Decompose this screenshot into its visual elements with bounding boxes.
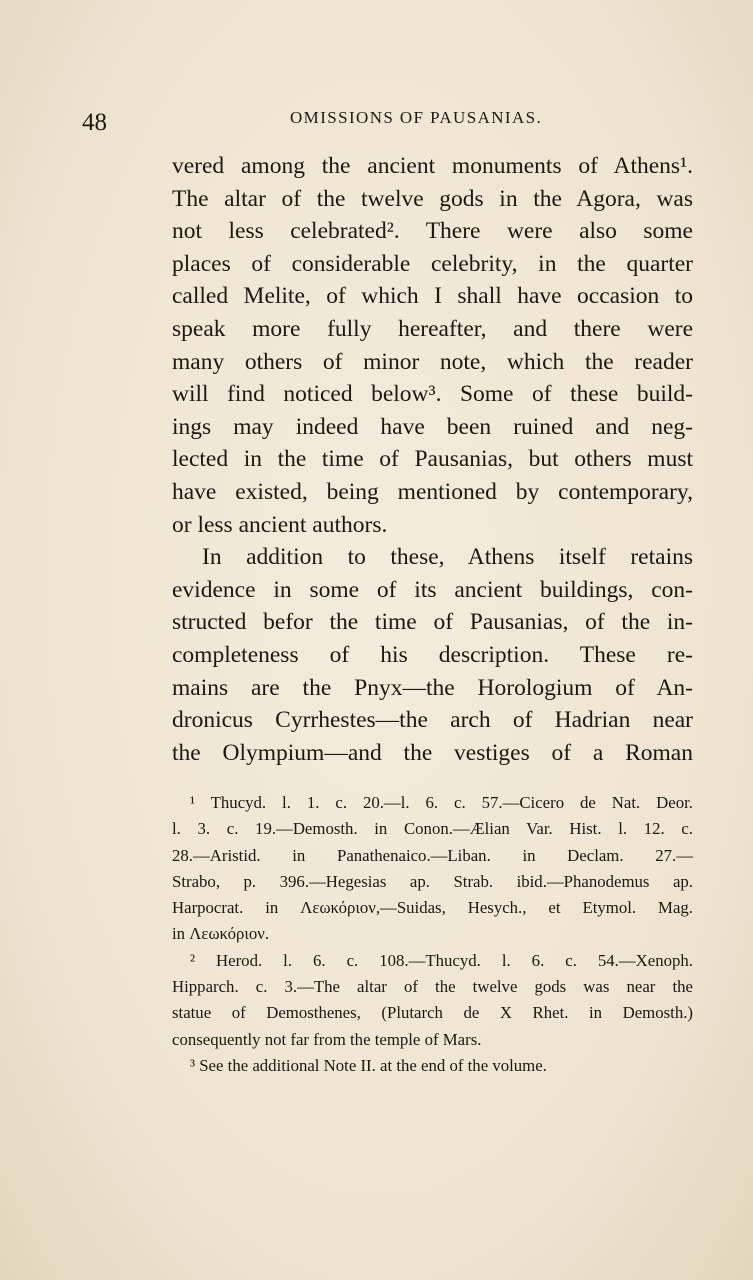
text-line: or less ancient authors. (172, 511, 388, 538)
footnote-line: ¹ Thucyd. l. 1. c. 20.—l. 6. c. 57.—Cicero de Nat. Deor. (190, 793, 693, 812)
footnote-line: in Λεωκόριον. (172, 924, 270, 944)
main-text (172, 150, 693, 769)
footnote-line: l. 3. c. 19.—Demosth. in Conon.—Ælian Var. Hist. l. 12. c. (172, 819, 693, 839)
footnote-line: statue of Demosthenes, (Plutarch de X Rhet. in Demosth.) (172, 1003, 693, 1023)
page-number: 48 (82, 109, 107, 136)
text-line: completeness of his description. These re- (172, 641, 693, 668)
text-line: dronicus Cyrrhestes—the arch of Hadrian near (172, 707, 693, 734)
footnote-line: Strabo, p. 396.—Hegesias ap. Strab. ibid.—Phanodemus ap. (172, 871, 693, 891)
footnote-line: ³ See the additional Note II. at the end of the volume. (190, 1055, 547, 1075)
text-line: structed befor the time of Pausanias, of the in- (172, 609, 693, 636)
text-line: the Olympium—and the vestiges of a Roman (172, 739, 693, 766)
text-line: places of considerable celebrity, in the quarter (172, 250, 693, 277)
text-line: ings may indeed have been ruined and neg- (172, 413, 693, 440)
text-line: speak more fully hereafter, and there were (172, 315, 693, 342)
text-line: The altar of the twelve gods in the Agora, was (172, 185, 693, 212)
footnote-line: Hipparch. c. 3.—The altar of the twelve gods was near the (172, 977, 693, 997)
text-line: have existed, being mentioned by contemporary, (172, 478, 693, 505)
text-line: not less celebrated². There were also some (172, 218, 693, 245)
text-line: lected in the time of Pausanias, but others must (172, 446, 693, 473)
footnote-line: consequently not far from the temple of Mars. (172, 1029, 482, 1049)
text-line: In addition to these, Athens itself retains (202, 544, 693, 571)
footnotes (172, 790, 693, 1079)
text-line: mains are the Pnyx—the Horologium of An- (172, 674, 693, 701)
text-line: many others of minor note, which the reader (172, 348, 693, 375)
running-head: OMISSIONS OF PAUSANIAS. (290, 108, 543, 127)
text-line: evidence in some of its ancient buildings, con- (172, 576, 693, 603)
text-line: called Melite, of which I shall have occasion to (172, 283, 693, 310)
footnote-line: 28.—Aristid. in Panathenaico.—Liban. in Declam. 27.— (172, 845, 693, 865)
footnote-line: Harpocrat. in Λεωκόριον,—Suidas, Hesych., et Etymol. Mag. (172, 898, 693, 918)
footnote-line: ² Herod. l. 6. c. 108.—Thucyd. l. 6. c. 54.—Xenoph. (190, 950, 693, 970)
text-line: vered among the ancient monuments of Athens¹. (172, 153, 693, 179)
text-line: will find noticed below³. Some of these build- (172, 381, 693, 408)
